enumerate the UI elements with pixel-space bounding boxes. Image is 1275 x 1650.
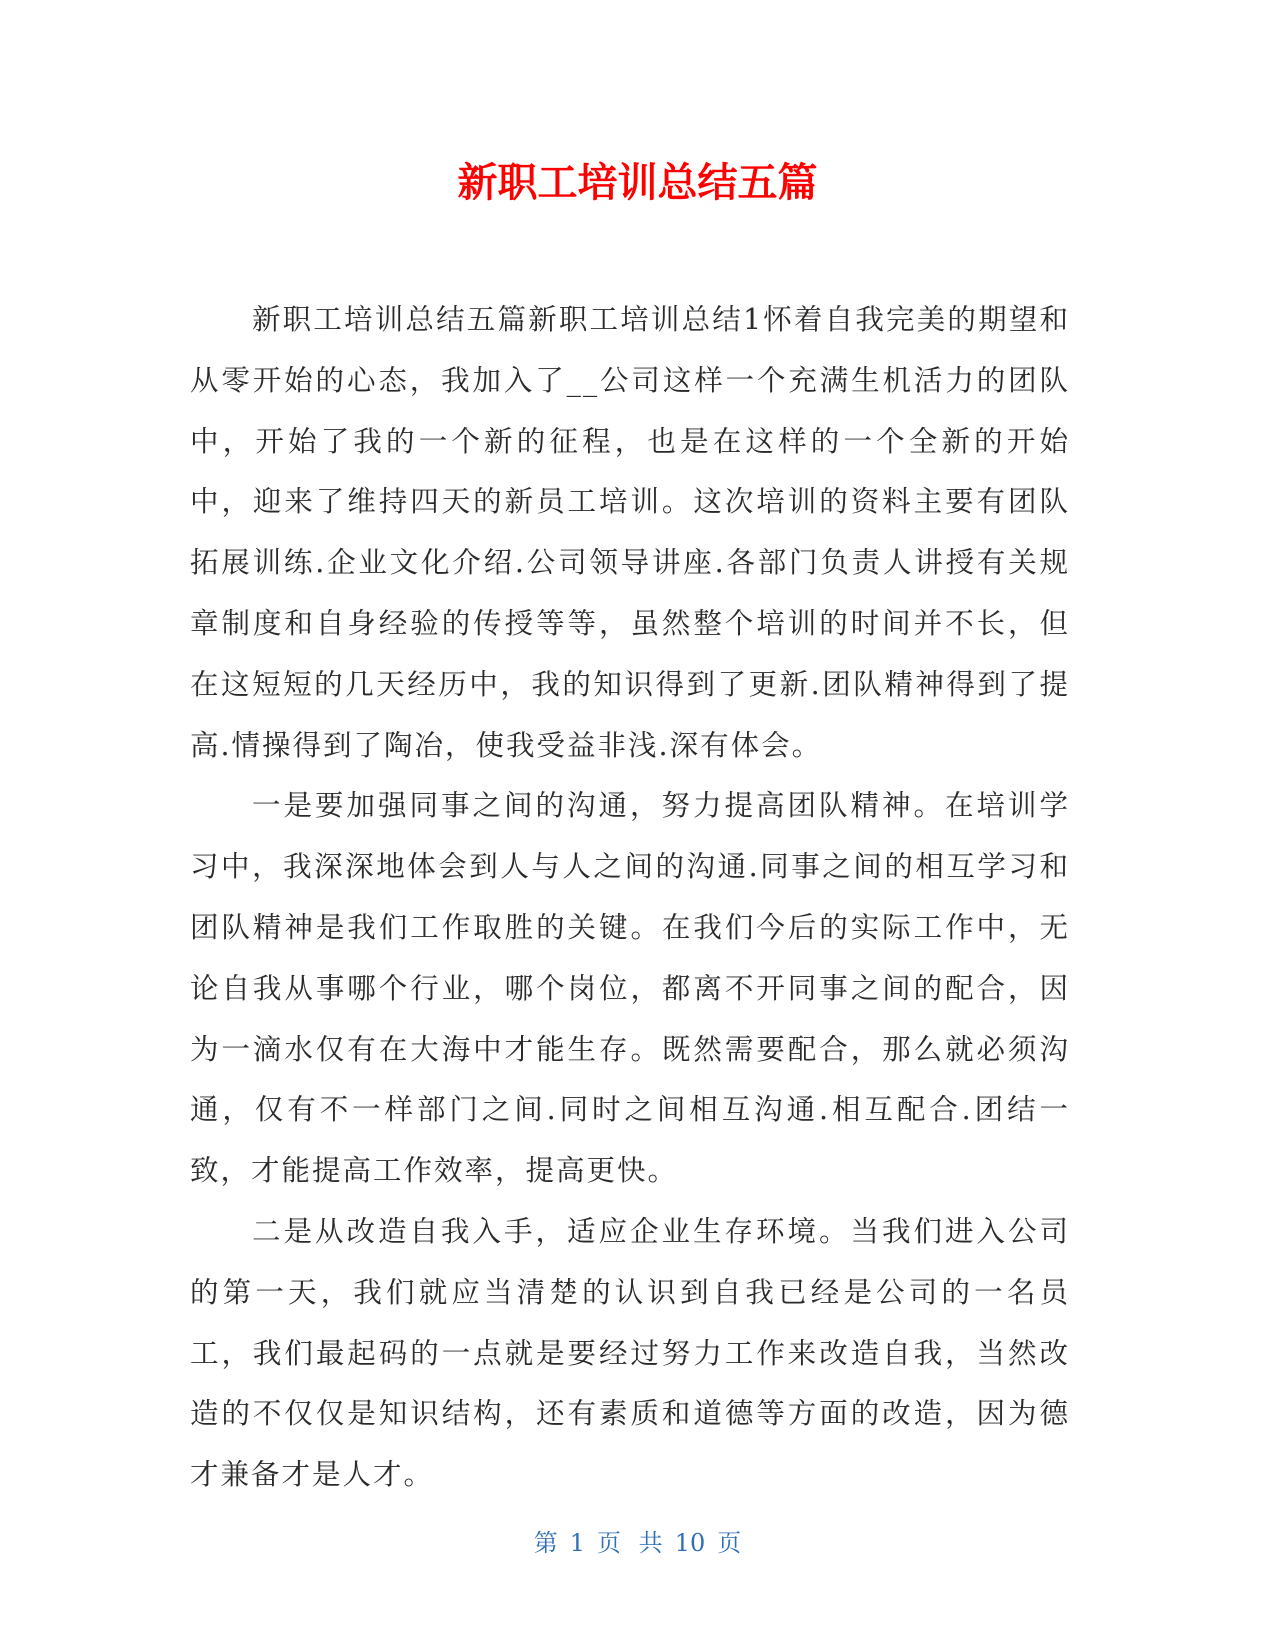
footer-mid: 页 共 xyxy=(597,1529,663,1557)
paragraph: 一是要加强同事之间的沟通，努力提高团队精神。在培训学习中，我深深地体会到人与人之间的沟通.同事之间的相互学习和团队精神是我们工作取胜的关键。在我们今后的实际工作中，无论自我从事哪个行业，哪个岗位，都离不开同事之间的配合，因为一滴水仅有在大海中才能生存。既然需要配合，那么就必须沟通，仅有不一样部门之间.同时之间相互沟通.相互配合.团结一致，才能提高工作效率，提高更快。 xyxy=(190,789,1070,1188)
paragraph: 二是从改造自我入手，适应企业生存环境。当我们进入公司的第一天，我们就应当清楚的认识到自我已经是公司的一名员工，我们最起码的一点就是要经过努力工作来改造自我，当然改造的不仅仅是知识结构，还有素质和道德等方面的改造，因为德才兼备才是人才。 xyxy=(190,1214,1070,1492)
page-footer xyxy=(0,1528,1275,1558)
total-pages-number: 10 xyxy=(674,1529,706,1557)
document-title: 新职工培训总结五篇 xyxy=(457,160,818,206)
footer-prefix: 第 xyxy=(533,1529,558,1557)
document-body xyxy=(190,290,1070,1506)
current-page-number: 1 xyxy=(569,1529,586,1557)
paragraph: 新职工培训总结五篇新职工培训总结1怀着自我完美的期望和从零开始的心态，我加入了__公司这样一个充满生机活力的团队中，开始了我的一个新的征程，也是在这样的一个全新的开始中，迎来了维持四天的新员工培训。这次培训的资料主要有团队拓展训练.企业文化介绍.公司领导讲座.各部门负责人讲授有关规章制度和自身经验的传授等等，虽然整个培训的时间并不长，但在这短短的几天经历中，我的知识得到了更新.团队精神得到了提高.情操得到了陶冶，使我受益非浅.深有体会。 xyxy=(190,303,1070,762)
footer-suffix: 页 xyxy=(717,1529,742,1557)
